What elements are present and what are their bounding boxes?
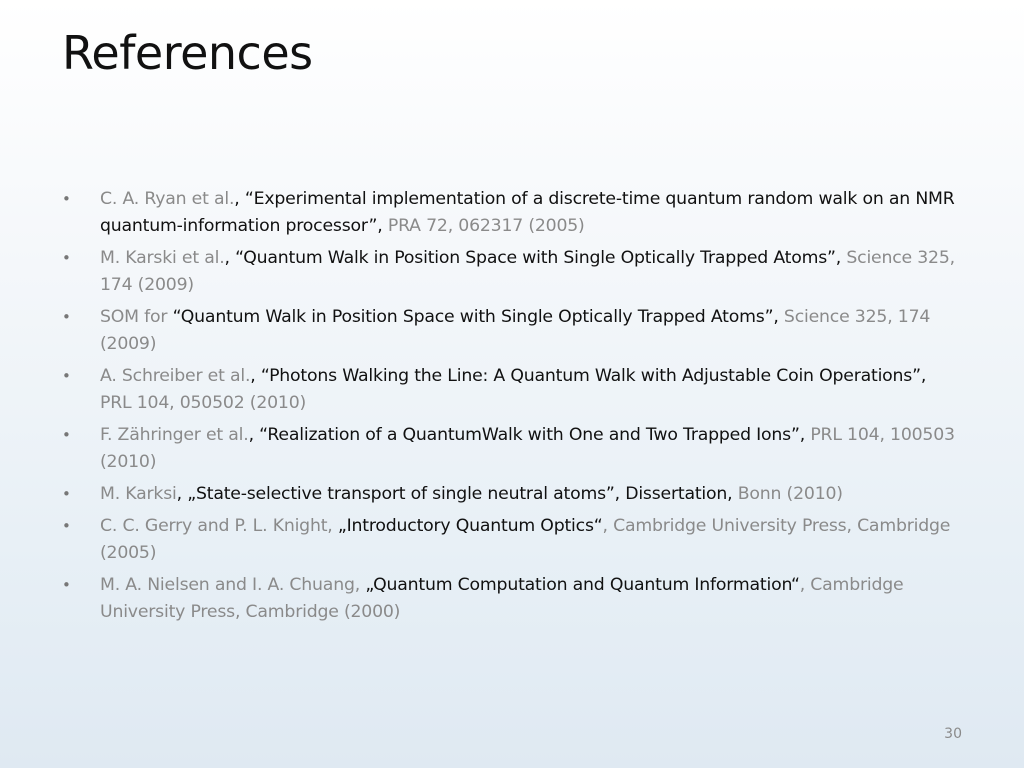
bullet-icon: • bbox=[62, 576, 71, 594]
reference-title: „Quantum Computation and Quantum Information“ bbox=[365, 575, 800, 595]
reference-title: “Quantum Walk in Position Space with Single Optically Trapped Atoms”, bbox=[172, 307, 784, 327]
reference-item bbox=[62, 572, 962, 626]
reference-item bbox=[62, 363, 962, 417]
reference-source: Science 325, 174 (2009) bbox=[100, 248, 955, 295]
reference-item bbox=[62, 186, 962, 240]
reference-authors: A. Schreiber et al. bbox=[100, 366, 251, 386]
reference-title: , „State-selective transport of single neutral atoms”, Dissertation, bbox=[176, 484, 738, 504]
reference-authors: SOM for bbox=[100, 307, 173, 327]
reference-source: , Cambridge University Press, Cambridge (2000) bbox=[100, 575, 904, 622]
reference-title: „Introductory Quantum Optics“ bbox=[337, 516, 603, 536]
reference-item bbox=[62, 481, 962, 508]
bullet-icon: • bbox=[62, 367, 71, 385]
reference-source: Science 325, 174 (2009) bbox=[100, 307, 931, 354]
reference-authors: C. C. Gerry and P. L. Knight, bbox=[100, 516, 338, 536]
reference-authors: F. Zähringer et al. bbox=[100, 425, 249, 445]
reference-source: PRL 104, 050502 (2010) bbox=[100, 393, 307, 413]
reference-authors: M. Karski et al. bbox=[100, 248, 225, 268]
reference-title: , “Experimental implementation of a discrete-time quantum random walk on an NMR quantum-information processor”, bbox=[100, 189, 955, 236]
bullet-icon: • bbox=[62, 308, 71, 326]
reference-authors: C. A. Ryan et al. bbox=[100, 189, 235, 209]
reference-list bbox=[62, 186, 962, 631]
reference-item bbox=[62, 422, 962, 476]
reference-item bbox=[62, 304, 962, 358]
reference-source: PRL 104, 100503 (2010) bbox=[100, 425, 955, 472]
reference-item bbox=[62, 513, 962, 567]
bullet-icon: • bbox=[62, 517, 71, 535]
reference-source: , Cambridge University Press, Cambridge (2005) bbox=[100, 516, 951, 563]
bullet-icon: • bbox=[62, 485, 71, 503]
bullet-icon: • bbox=[62, 426, 71, 444]
page-number: 30 bbox=[944, 726, 962, 742]
reference-title: , “Realization of a QuantumWalk with One and Two Trapped Ions”, bbox=[248, 425, 811, 445]
reference-source: PRA 72, 062317 (2005) bbox=[387, 216, 585, 236]
reference-title: , “Quantum Walk in Position Space with Single Optically Trapped Atoms”, bbox=[224, 248, 847, 268]
reference-title: , “Photons Walking the Line: A Quantum Walk with Adjustable Coin Operations”, bbox=[250, 366, 927, 386]
reference-authors: M. Karksi bbox=[100, 484, 177, 504]
reference-source: Bonn (2010) bbox=[737, 484, 843, 504]
reference-authors: M. A. Nielsen and I. A. Chuang, bbox=[100, 575, 366, 595]
bullet-icon: • bbox=[62, 249, 71, 267]
reference-item bbox=[62, 245, 962, 299]
slide-title: References bbox=[62, 26, 313, 80]
bullet-icon: • bbox=[62, 190, 71, 208]
